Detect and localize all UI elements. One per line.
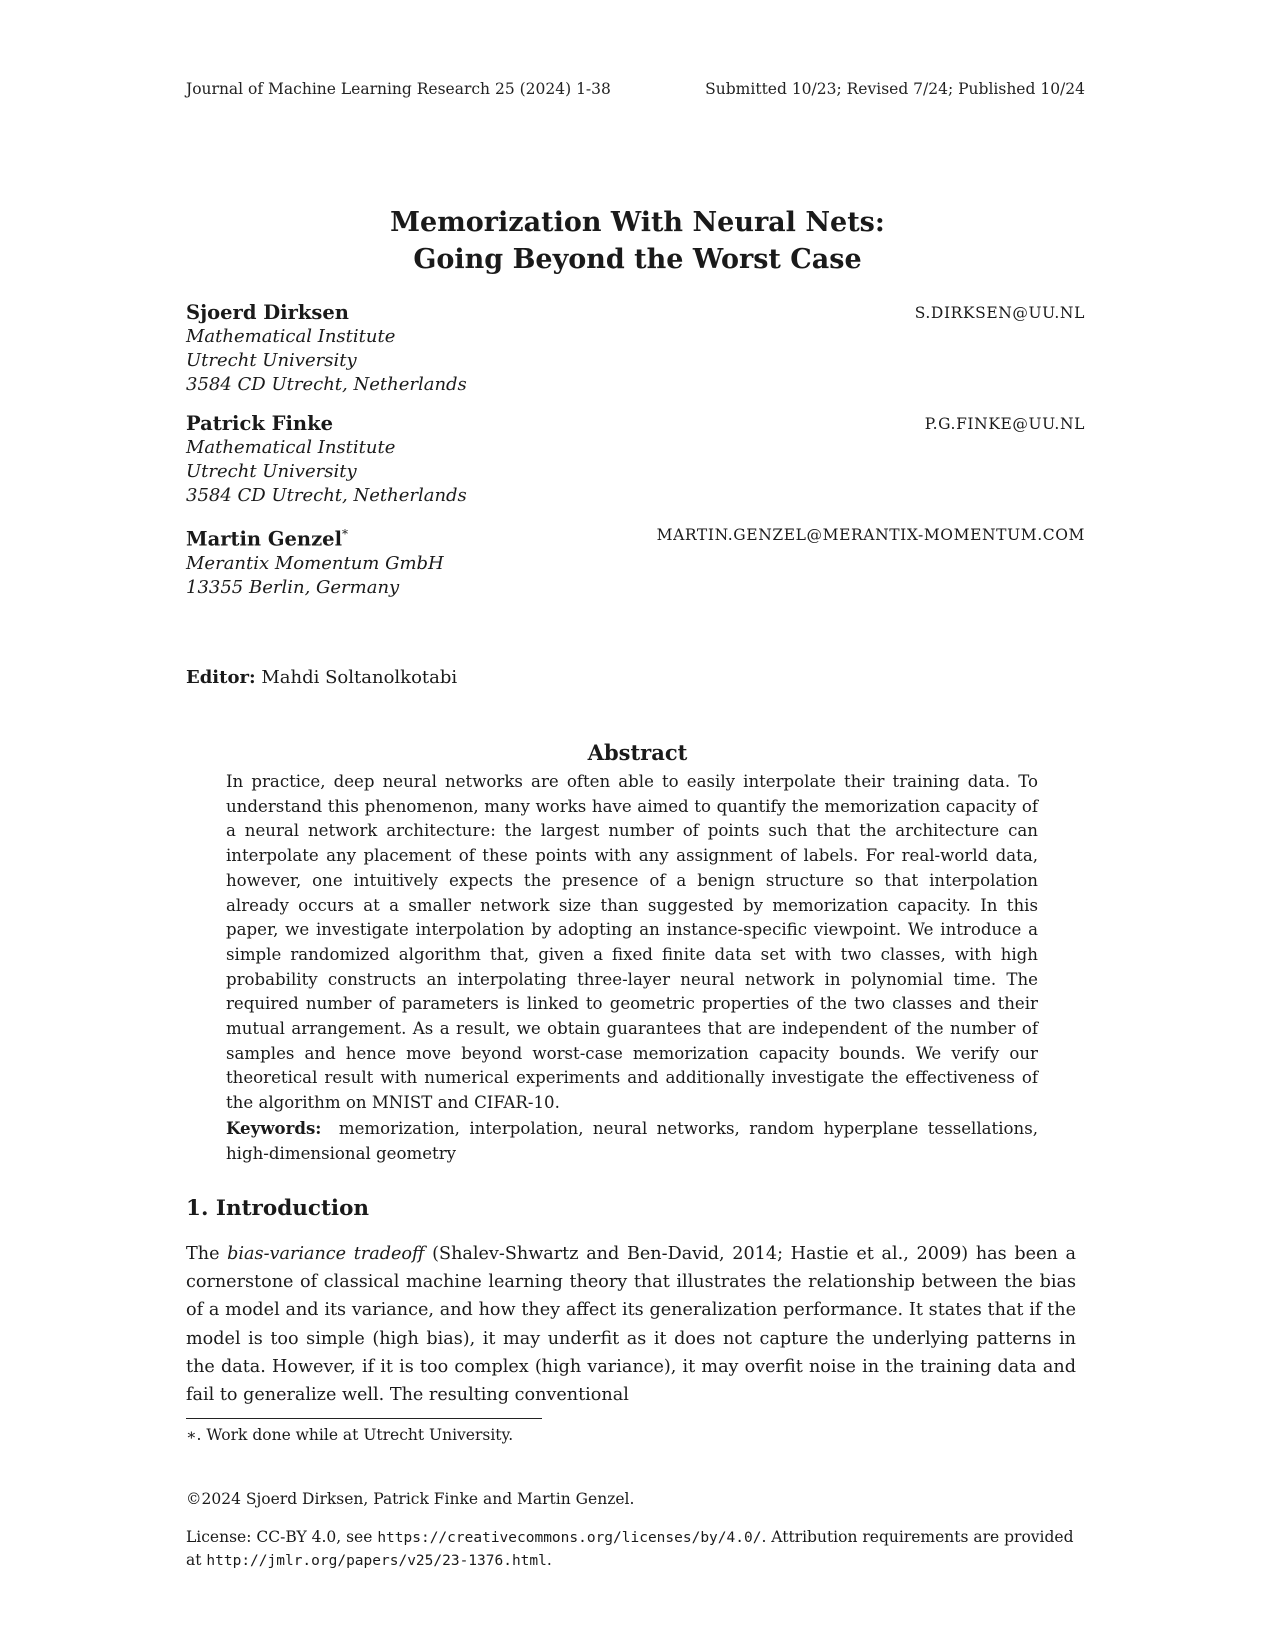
editor-name: Mahdi Soltanolkotabi: [261, 667, 458, 688]
introduction-paragraph: [186, 1240, 1076, 1409]
keywords: [226, 1116, 1038, 1166]
abstract-text: In practice, deep neural networks are often able to easily interpolate their training data. To understand this phenomenon, many works have aimed to quantify the memorization capacity of a neural network architecture: the largest number of points such that the architecture can interpolate any placement of these points with any assignment of labels. For real-world data, however, one intuitively expects the presence of a benign structure so that interpolation already occurs at a smaller network size than suggested by memorization capacity. In this paper, we investigate interpolation by adopting an instance-specific viewpoint. We introduce a simple randomized algorithm that, given a fixed finite data set with two classes, with high probability constructs an interpolating three-layer neural network in polynomial time. The required number of parameters is linked to geometric properties of the two classes and their mutual arrangement. As a result, we obtain guarantees that are independent of the number of samples and hence move beyond worst-case memorization capacity bounds. We verify our theoretical result with numerical experiments and additionally investigate the effectiveness of the algorithm on MNIST and CIFAR-10.: [226, 772, 1038, 1113]
license-prefix: License: CC-BY 4.0, see: [186, 1528, 378, 1546]
author-block: [186, 522, 1085, 600]
section-heading-introduction: 1. Introduction: [186, 1196, 370, 1221]
introduction-body: [186, 1240, 1076, 1409]
keywords-text: memorization, interpolation, neural networks, random hyperplane tessellations, high-dimensional geometry: [226, 1118, 1038, 1163]
paper-link[interactable]: http://jmlr.org/papers/v25/23-1376.html: [206, 1553, 547, 1569]
footnote-marker[interactable]: *: [342, 527, 348, 541]
author-affiliation: Mathematical Institute: [186, 437, 396, 458]
author-email[interactable]: MARTIN.GENZEL@MERANTIX-MOMENTUM.COM: [656, 526, 1085, 544]
license-notice: [186, 1526, 1076, 1572]
author-block: [186, 300, 1085, 397]
author-email[interactable]: S.DIRKSEN@UU.NL: [914, 304, 1085, 322]
intro-text-rest: (Shalev-Shwartz and Ben-David, 2014; Hastie et al., 2009) has been a cornerstone of classical machine learning theory that illustrates the relationship between the bias of a model and its variance, and how they affect its generalization performance. It states that if the model is too simple (high bias), it may underfit as it does not capture the underlying patterns in the data. However, if it is too complex (high variance), it may overfit noise in the training data and fail to generalize well. The resulting conventional: [186, 1244, 1076, 1406]
author-block: [186, 411, 1085, 508]
author-affiliation: 13355 Berlin, Germany: [186, 576, 400, 598]
copyright-notice: ©2024 Sjoerd Dirksen, Patrick Finke and Martin Genzel.: [186, 1490, 635, 1508]
author-email[interactable]: P.G.FINKE@UU.NL: [924, 415, 1085, 433]
title-line-2: Going Beyond the Worst Case: [413, 244, 862, 275]
paper-title: [0, 204, 1275, 278]
footnote: ∗. Work done while at Utrecht University.: [186, 1426, 514, 1444]
author-affiliation: 3584 CD Utrecht, Netherlands: [186, 485, 467, 506]
abstract-body: [226, 770, 1038, 1166]
license-middle: . Attribution requirements are provided at: [186, 1528, 1074, 1569]
editor-label: Editor:: [186, 667, 256, 688]
author-affiliation: 3584 CD Utrecht, Netherlands: [186, 374, 467, 395]
license-link[interactable]: https://creativecommons.org/licenses/by/4.0/: [377, 1530, 762, 1546]
intro-emphasis: bias-variance tradeoff: [227, 1244, 425, 1264]
editor-line: [186, 667, 457, 688]
submission-dates: Submitted 10/23; Revised 7/24; Published 10/24: [705, 80, 1085, 98]
author-affiliation: Utrecht University: [186, 461, 357, 482]
author-name: Patrick Finke: [186, 412, 333, 435]
keywords-label: Keywords:: [226, 1117, 322, 1138]
footnote-divider: [186, 1418, 542, 1419]
author-name-text: Martin Genzel: [186, 527, 342, 551]
author-name: Sjoerd Dirksen: [186, 301, 349, 324]
journal-header: Journal of Machine Learning Research 25 (2024) 1-38: [186, 80, 611, 98]
title-line-1: Memorization With Neural Nets:: [390, 207, 885, 238]
author-affiliation: Mathematical Institute: [186, 326, 396, 347]
author-affiliation: Utrecht University: [186, 350, 357, 371]
author-affiliation: Merantix Momentum GmbH: [186, 552, 444, 574]
license-suffix: .: [546, 1551, 552, 1569]
intro-text-start: The: [186, 1244, 228, 1264]
abstract-heading: Abstract: [587, 740, 688, 765]
